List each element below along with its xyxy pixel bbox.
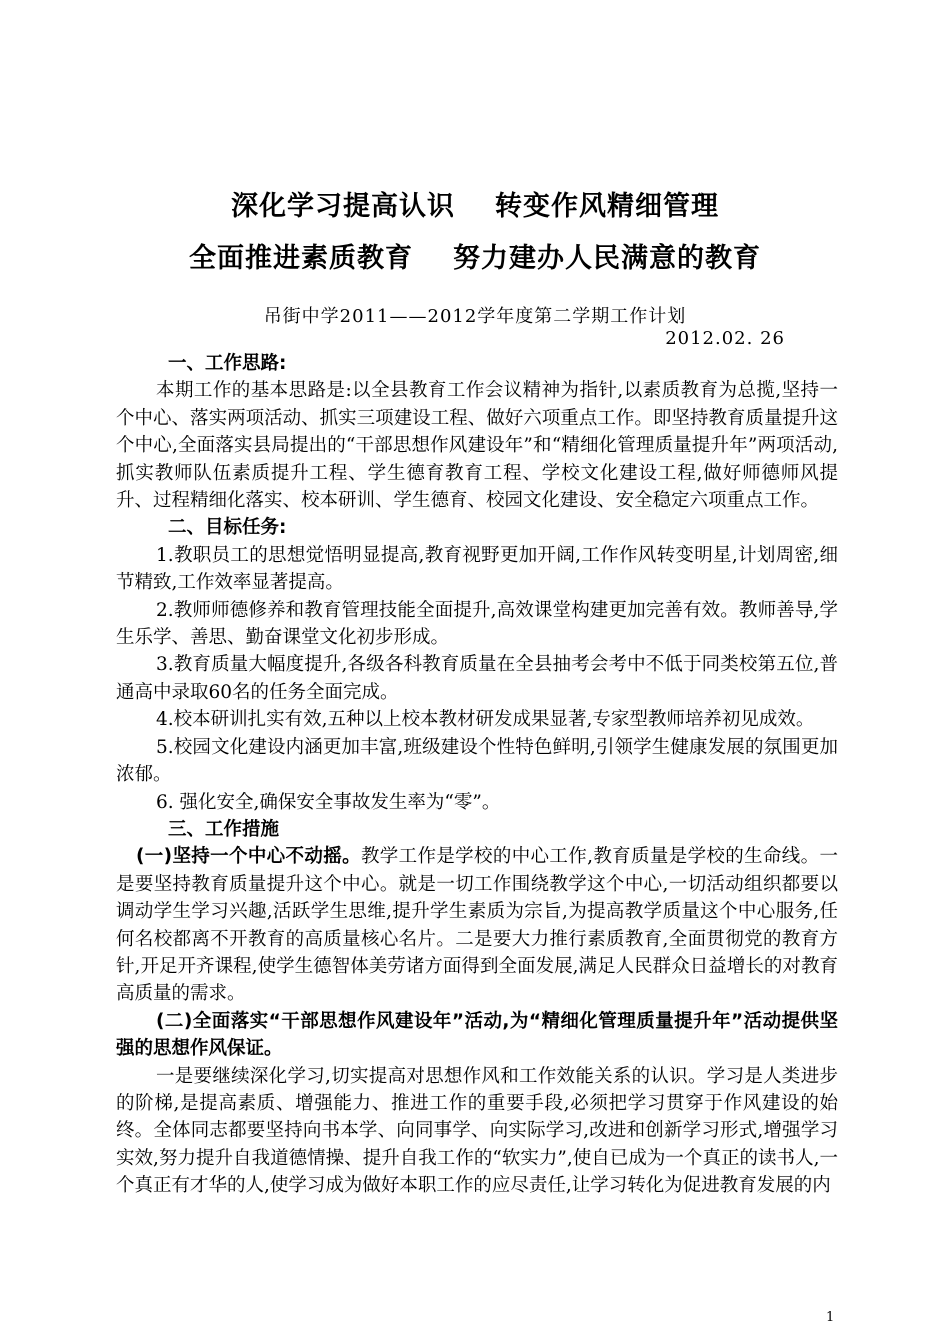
measure-1-paragraph [116,843,838,1007]
goal-item-6: 6. 强化安全,确保安全事故发生率为“零”。 [156,791,501,813]
title-line-1-part-a: 深化学习提高认识 [231,191,455,222]
document-body [116,350,838,1200]
document-subtitle: 吊街中学2011——2012学年度第二学期工作计划 [263,306,687,327]
measure-2-title: (二)全面落实“干部思想作风建设年”活动,为“精细化管理质量提升年”活动提供坚强的思想作风保证。 [116,1010,838,1060]
goal-item-3: 3.教育质量大幅度提升,各级各科教育质量在全县抽考会考中不低于同类校第五位,普通高中录取60名的任务全面完成。 [116,654,838,703]
section-heading-1: 一、工作思路: [168,353,287,374]
title-line-1-part-b: 转变作风精细管理 [495,191,719,222]
title-line-2-part-b: 努力建办人民满意的教育 [453,243,761,274]
goal-item-4: 4.校本研训扎实有效,五种以上校本教材研发成果显著,专家型教师培养初见成效。 [156,709,815,731]
goal-item-5: 5.校园文化建设内涵更加丰富,班级建设个性特色鲜明,引领学生健康发展的氛围更加浓郁。 [116,736,838,786]
measure-2-text: 一是要继续深化学习,切实提高对思想作风和工作效能关系的认识。学习是人类进步的阶梯,是提高素质、增强能力、推进工作的重要手段,必须把学习贯穿于作风建设的始终。全体同志都要坚持向书本学、向同事学、向实际学习,改进和创新学习形式,增强学习实效,努力提升自我道德情操、提升自我工作的“软实力”,使自已成为一个真正的读书人,一个真正有才华的人,使学习成为做好本职工作的应尽责任,让学习转化为促进教育发展的内 [116,1065,838,1197]
title-line-2-part-a: 全面推进素质教育 [189,243,413,274]
document-date: 2012.02. 26 [665,328,785,349]
section-heading-3: 三、工作措施 [168,818,280,840]
measure-1-title: (一)坚持一个中心不动摇。 [136,846,361,868]
page-number: 1 [826,1310,835,1325]
title-line-2 [0,236,950,275]
title-line-1 [0,184,950,223]
goal-item-2: 2.教师师德修养和教育管理技能全面提升,高效课堂构建更加完善有效。教师善导,学生乐学、善思、勤奋课堂文化初步形成。 [116,599,838,649]
section-1-paragraph: 本期工作的基本思路是:以全县教育工作会议精神为指针,以素质教育为总揽,坚持一个中心、落实两项活动、抓实三项建设工程、做好六项重点工作。即坚持教育质量提升这个中心,全面落实县局提出的“干部思想作风建设年”和“精细化管理质量提升年”两项活动,抓实教师队伍素质提升工程、学生德育教育工程、学校文化建设工程,做好师德师风提升、过程精细化落实、校本研训、学生德育、校园文化建设、安全稳定六项重点工作。 [116,380,838,512]
goal-item-1: 1.教职员工的思想觉悟明显提高,教育视野更加开阔,工作作风转变明星,计划周密,细节精致,工作效率显著提高。 [116,544,838,594]
measure-1-text: 教学工作是学校的中心工作,教育质量是学校的生命线。一是要坚持教育质量提升这个中心。就是一切工作围绕教学这个中心,一切活动组织都要以调动学生学习兴趣,活跃学生思维,提升学生素质为宗旨,为提高教学质量这个中心服务,任何名校都离不开教育的高质量核心名片。二是要大力推行素质教育,全面贯彻党的教育方针,开足开齐课程,使学生德智体美劳诸方面得到全面发展,满足人民群众日益增长的对教育高质量的需求。 [116,846,838,1005]
section-heading-2: 二、目标任务: [168,517,287,539]
